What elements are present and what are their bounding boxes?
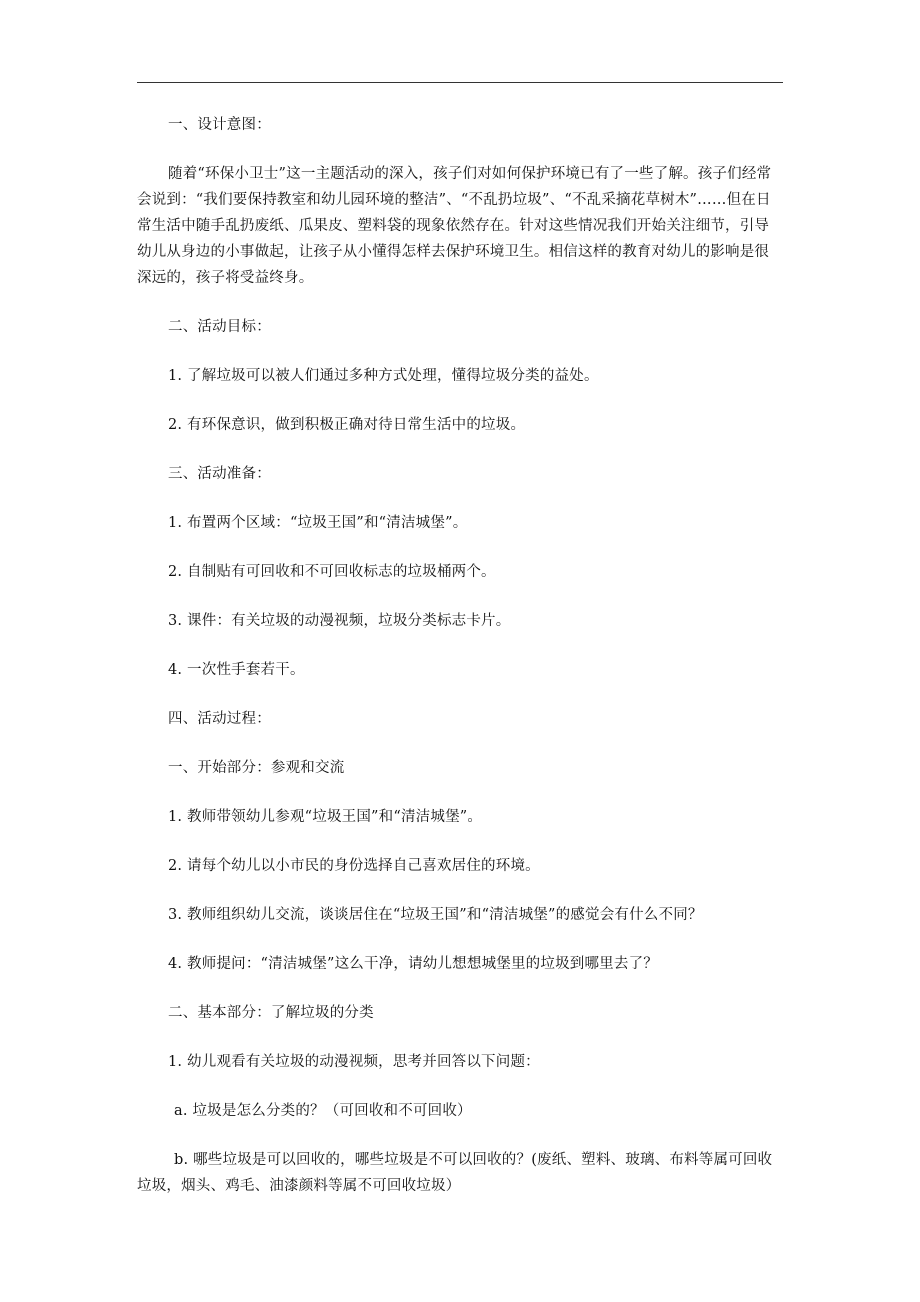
preparation-item-4: 4. 一次性手套若干。 — [168, 662, 305, 678]
preparation-item-2: 2. 自制贴有可回收和不可回收标志的垃圾桶两个。 — [168, 564, 496, 580]
goal-item-2: 2. 有环保意识，做到积极正确对待日常生活中的垃圾。 — [168, 417, 526, 433]
basic-item-1: 1. 幼儿观看有关垃圾的动漫视频，思考并回答以下问题： — [168, 1054, 540, 1070]
paragraph-design-intent: 随着“环保小卫士”这一主题活动的深入，孩子们对如何保护环境已有了一些了解。孩子们经常会说到：“我们要保持教室和幼儿园环境的整洁”、“不乱扔垃圾”、“不乱采摘花草树木”……但在日常生活中随手乱扔废纸、瓜果皮、塑料袋的现象依然存在。针对这些情况我们开始关注细节，引导幼儿从身边的小事做起，让孩子从小懂得怎样去保护环境卫生。相信这样的教育对幼儿的影响是很深远的，孩子将受益终身。 — [137, 166, 772, 286]
header-rule — [137, 82, 783, 83]
question-b: b. 哪些垃圾是可以回收的，哪些垃圾是不可以回收的？(废纸、塑料、玻璃、布料等属可回收垃圾，烟头、鸡毛、油漆颜料等属不可回收垃圾） — [137, 1152, 773, 1194]
document-body — [137, 112, 783, 1199]
question-a: a. 垃圾是怎么分类的？（可回收和不可回收） — [174, 1103, 472, 1119]
opening-item-3: 3. 教师组织幼儿交流，谈谈居住在“垃圾王国”和“清洁城堡”的感觉会有什么不同？ — [168, 907, 703, 923]
opening-item-1: 1. 教师带领幼儿参观“垃圾王国”和“清洁城堡”。 — [168, 809, 483, 825]
subsection-heading-basic: 二、基本部分：了解垃圾的分类 — [168, 1005, 374, 1021]
opening-item-4: 4. 教师提问：“清洁城堡”这么干净，请幼儿想想城堡里的垃圾到哪里去了？ — [168, 956, 658, 972]
section-heading-process: 四、活动过程： — [168, 711, 271, 727]
opening-item-2: 2. 请每个幼儿以小市民的身份选择自己喜欢居住的环境。 — [168, 858, 540, 874]
section-heading-preparation: 三、活动准备： — [168, 466, 271, 482]
preparation-item-3: 3. 课件：有关垃圾的动漫视频，垃圾分类标志卡片。 — [168, 613, 511, 629]
preparation-item-1: 1. 布置两个区域：“垃圾王国”和“清洁城堡”。 — [168, 515, 468, 531]
subsection-heading-opening: 一、开始部分：参观和交流 — [168, 760, 345, 776]
section-heading-design-intent: 一、设计意图： — [168, 117, 271, 133]
goal-item-1: 1. 了解垃圾可以被人们通过多种方式处理，懂得垃圾分类的益处。 — [168, 368, 599, 384]
section-heading-goals: 二、活动目标： — [168, 319, 271, 335]
